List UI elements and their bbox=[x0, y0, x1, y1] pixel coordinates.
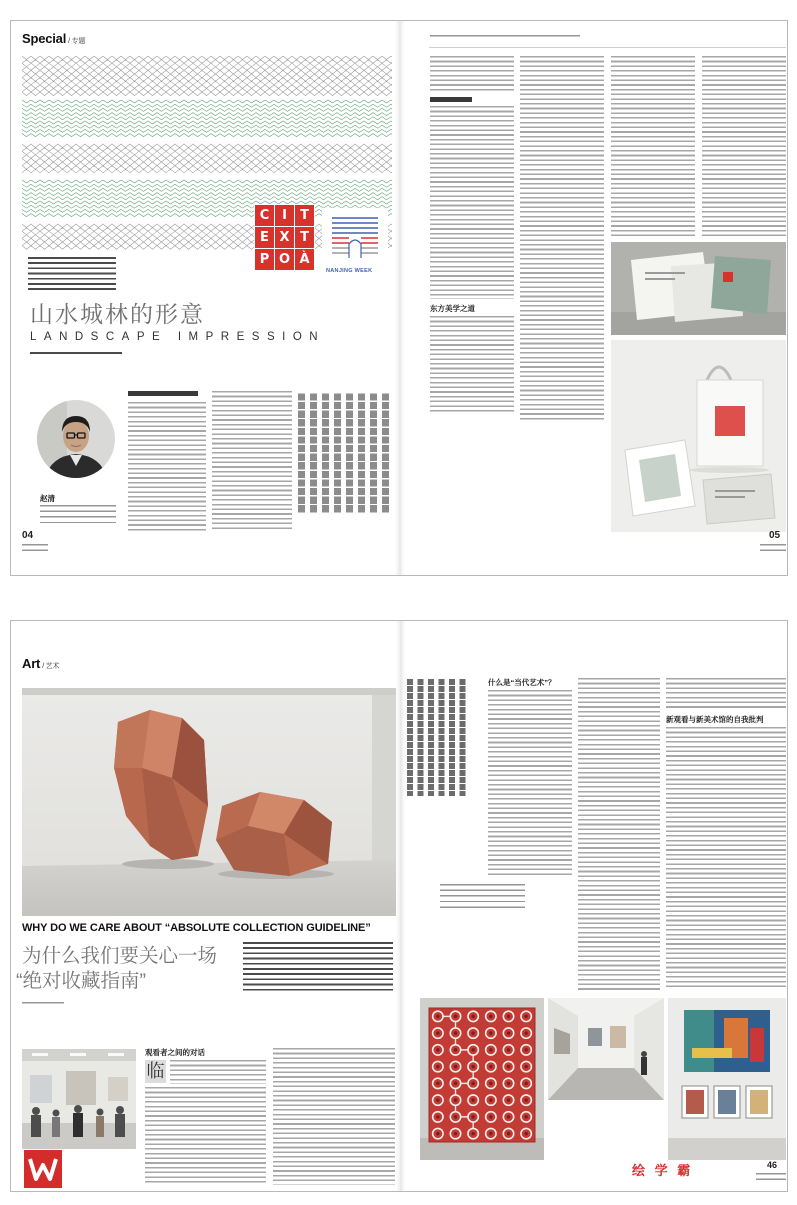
zigzag-line bbox=[22, 92, 392, 96]
portrait-name: 赵清 bbox=[40, 494, 55, 503]
top-spread-gutter bbox=[395, 21, 405, 575]
stationery-photo bbox=[611, 242, 786, 335]
watermark: 绘 学 霸 bbox=[632, 1163, 694, 1178]
vertical-text-block bbox=[298, 392, 394, 513]
pull-quote bbox=[243, 942, 393, 994]
magazine-issue bbox=[760, 544, 786, 552]
body-text-block bbox=[273, 1048, 395, 1185]
page-title-cn: 山水城林的形意 bbox=[30, 301, 205, 327]
gallery-crowd-photo bbox=[22, 1049, 136, 1149]
painting-circle-dot bbox=[436, 1098, 439, 1101]
magazine-issue bbox=[22, 544, 48, 552]
painting-circle-dot bbox=[524, 1098, 527, 1101]
gallery-room-photo bbox=[548, 998, 664, 1100]
zigzag-line bbox=[22, 121, 392, 124]
body-text-block bbox=[212, 391, 292, 532]
zigzag-line bbox=[22, 188, 392, 191]
zigzag-line bbox=[22, 56, 392, 60]
section-heading bbox=[430, 97, 472, 102]
painting-circle-dot bbox=[471, 1115, 474, 1118]
painting-circle-dot bbox=[471, 1098, 474, 1101]
painting-circle-dot bbox=[524, 1132, 527, 1135]
header-rule bbox=[429, 47, 786, 48]
zigzag-line bbox=[22, 158, 392, 162]
logo-letter: P bbox=[255, 249, 274, 270]
figure-captions bbox=[440, 884, 525, 912]
section-heading-contemporary: 什么是“当代艺术”？ bbox=[488, 678, 556, 687]
zigzag-line bbox=[22, 184, 392, 187]
painting-circle-dot bbox=[436, 1082, 439, 1085]
drop-cap: 临 bbox=[146, 1061, 165, 1081]
section-label-cn: / 艺术 bbox=[42, 663, 60, 670]
logo-letter: E bbox=[255, 227, 274, 248]
section-heading-museum: 新观看与新美术馆的自我批判 bbox=[666, 715, 764, 724]
logo-letter: T bbox=[295, 205, 314, 226]
painting-circle-dot bbox=[454, 1115, 457, 1118]
painting-circle-dot bbox=[507, 1031, 510, 1034]
page-number: 46 bbox=[767, 1160, 778, 1170]
vertical-text-block bbox=[407, 678, 470, 796]
headline-en: WHY DO WE CARE ABOUT “ABSOLUTE COLLECTION GUIDELINE” bbox=[22, 922, 371, 934]
headline-cn-line2: “绝对收藏指南” bbox=[16, 970, 146, 992]
zigzag-line bbox=[22, 197, 392, 200]
zigzag-line bbox=[22, 117, 392, 120]
byline bbox=[22, 1002, 64, 1007]
section-heading-dialogue: 观看者之间的对话 bbox=[145, 1048, 205, 1057]
abstract-canvas bbox=[684, 1010, 770, 1072]
painting-circle-dot bbox=[524, 1015, 527, 1018]
painting-circle-dot bbox=[489, 1082, 492, 1085]
brand-logo-icon bbox=[24, 1150, 62, 1188]
zigzag-line bbox=[22, 113, 392, 116]
painting-circle-dot bbox=[454, 1015, 457, 1018]
section-label-en: Art bbox=[22, 656, 41, 671]
painting-circle-dot bbox=[454, 1031, 457, 1034]
painting-circle-dot bbox=[524, 1115, 527, 1118]
logo-letter: T bbox=[295, 227, 314, 248]
painting-circle-dot bbox=[489, 1065, 492, 1068]
zigzag-line bbox=[22, 166, 392, 170]
painting-circle-dot bbox=[471, 1065, 474, 1068]
painting-circle-dot bbox=[489, 1098, 492, 1101]
framed-works-photo bbox=[668, 998, 786, 1160]
page-title-en: LANDSCAPE IMPRESSION bbox=[30, 331, 326, 343]
painting-circle-dot bbox=[489, 1048, 492, 1051]
zigzag-line bbox=[22, 169, 392, 173]
logo-letter: I bbox=[275, 205, 294, 226]
painting-circle-dot bbox=[489, 1031, 492, 1034]
cit-logo bbox=[254, 204, 315, 271]
painting-circle-dot bbox=[436, 1031, 439, 1034]
headline-cn-line1: 为什么我们要关心一场 bbox=[22, 945, 218, 967]
painting-circle-dot bbox=[507, 1082, 510, 1085]
painting-circle-dot bbox=[524, 1065, 527, 1068]
portrait-photo bbox=[37, 400, 115, 478]
painting-circle-dot bbox=[436, 1115, 439, 1118]
section-label-cn: / 专题 bbox=[68, 38, 86, 45]
zigzag-line bbox=[22, 201, 392, 204]
section-heading bbox=[128, 391, 198, 396]
painting-circle-dot bbox=[471, 1031, 474, 1034]
painting-circle-dot bbox=[507, 1132, 510, 1135]
painting-circle-dot bbox=[471, 1048, 474, 1051]
body-text-block bbox=[430, 56, 514, 92]
zigzag-line bbox=[22, 85, 392, 89]
painting-circle-dot bbox=[454, 1098, 457, 1101]
painting-circle-dot bbox=[454, 1082, 457, 1085]
zigzag-line bbox=[22, 144, 392, 148]
emblem-icon bbox=[322, 208, 388, 268]
byline bbox=[30, 352, 122, 357]
page-number: 04 bbox=[22, 530, 34, 541]
painting-circle-dot bbox=[489, 1115, 492, 1118]
logo-letter: À bbox=[295, 249, 314, 270]
painting-circle-dot bbox=[507, 1098, 510, 1101]
zigzag-line bbox=[22, 129, 392, 132]
painting-circle-dot bbox=[436, 1065, 439, 1068]
zigzag-line bbox=[22, 155, 392, 159]
zigzag-line bbox=[22, 60, 392, 64]
figure-caption bbox=[430, 35, 580, 40]
body-text-block bbox=[666, 678, 786, 710]
section-heading-aesthetics: 东方美学之道 bbox=[430, 304, 475, 313]
magazine-issue bbox=[756, 1173, 786, 1181]
body-text-block bbox=[578, 678, 660, 990]
painting-circle-dot bbox=[471, 1015, 474, 1018]
zigzag-line bbox=[22, 193, 392, 196]
body-text-block bbox=[702, 56, 786, 236]
section-label bbox=[22, 656, 59, 671]
logo-letter: O bbox=[275, 249, 294, 270]
emblem-caption: NANJING WEEK bbox=[326, 268, 373, 274]
painting-circle-dot bbox=[454, 1048, 457, 1051]
page-number: 05 bbox=[769, 530, 781, 541]
body-text-block bbox=[170, 1060, 266, 1084]
zigzag-line bbox=[22, 67, 392, 71]
body-text-block bbox=[520, 56, 604, 420]
painting-circle-dot bbox=[507, 1015, 510, 1018]
zigzag-line bbox=[22, 148, 392, 152]
zigzag-line bbox=[22, 151, 392, 155]
zigzag-line bbox=[22, 104, 392, 107]
quote-caption bbox=[28, 257, 116, 290]
painting-circle-dot bbox=[436, 1132, 439, 1135]
painting-circle-dot bbox=[507, 1048, 510, 1051]
body-text-block bbox=[430, 106, 514, 299]
zigzag-line bbox=[22, 180, 392, 183]
painting-circle-dot bbox=[489, 1132, 492, 1135]
painting-circle-dot bbox=[454, 1132, 457, 1135]
portrait-caption bbox=[40, 505, 116, 523]
logo-letter: C bbox=[255, 205, 274, 226]
booklet-bag-photo bbox=[611, 340, 786, 532]
body-text-block bbox=[128, 402, 206, 532]
zigzag-line bbox=[22, 81, 392, 85]
section-label bbox=[22, 31, 85, 46]
painting-circle-dot bbox=[471, 1082, 474, 1085]
bottom-spread-gutter bbox=[396, 621, 406, 1191]
red-grid-painting-photo bbox=[420, 998, 544, 1160]
painting-circle-dot bbox=[454, 1065, 457, 1068]
zigzag-line bbox=[22, 70, 392, 74]
zigzag-line bbox=[22, 134, 392, 137]
zigzag-line bbox=[22, 63, 392, 67]
logo-letter: X bbox=[275, 227, 294, 248]
zigzag-line bbox=[22, 108, 392, 111]
zigzag-line bbox=[22, 100, 392, 103]
zigzag-line bbox=[22, 88, 392, 92]
painting-circle-dot bbox=[436, 1048, 439, 1051]
zigzag-line bbox=[22, 162, 392, 166]
painting-circle-dot bbox=[524, 1048, 527, 1051]
painting-circle-dot bbox=[507, 1065, 510, 1068]
painting-circle-dot bbox=[507, 1115, 510, 1118]
painting-circle-dot bbox=[524, 1082, 527, 1085]
zigzag-line bbox=[22, 78, 392, 82]
body-text-block bbox=[611, 56, 695, 236]
nanjing-week-emblem bbox=[322, 208, 388, 280]
sculpture-photo bbox=[22, 688, 396, 916]
zigzag-line bbox=[22, 74, 392, 78]
painting-circle-dot bbox=[471, 1132, 474, 1135]
body-text-block bbox=[666, 727, 786, 990]
body-text-block bbox=[430, 316, 514, 412]
zigzag-line bbox=[22, 125, 392, 128]
section-label-en: Special bbox=[22, 31, 67, 46]
painting-circle-dot bbox=[489, 1015, 492, 1018]
body-text-block bbox=[488, 690, 572, 876]
painting-circle-dot bbox=[524, 1031, 527, 1034]
painting-circle-dot bbox=[436, 1015, 439, 1018]
body-text-block bbox=[145, 1087, 266, 1185]
